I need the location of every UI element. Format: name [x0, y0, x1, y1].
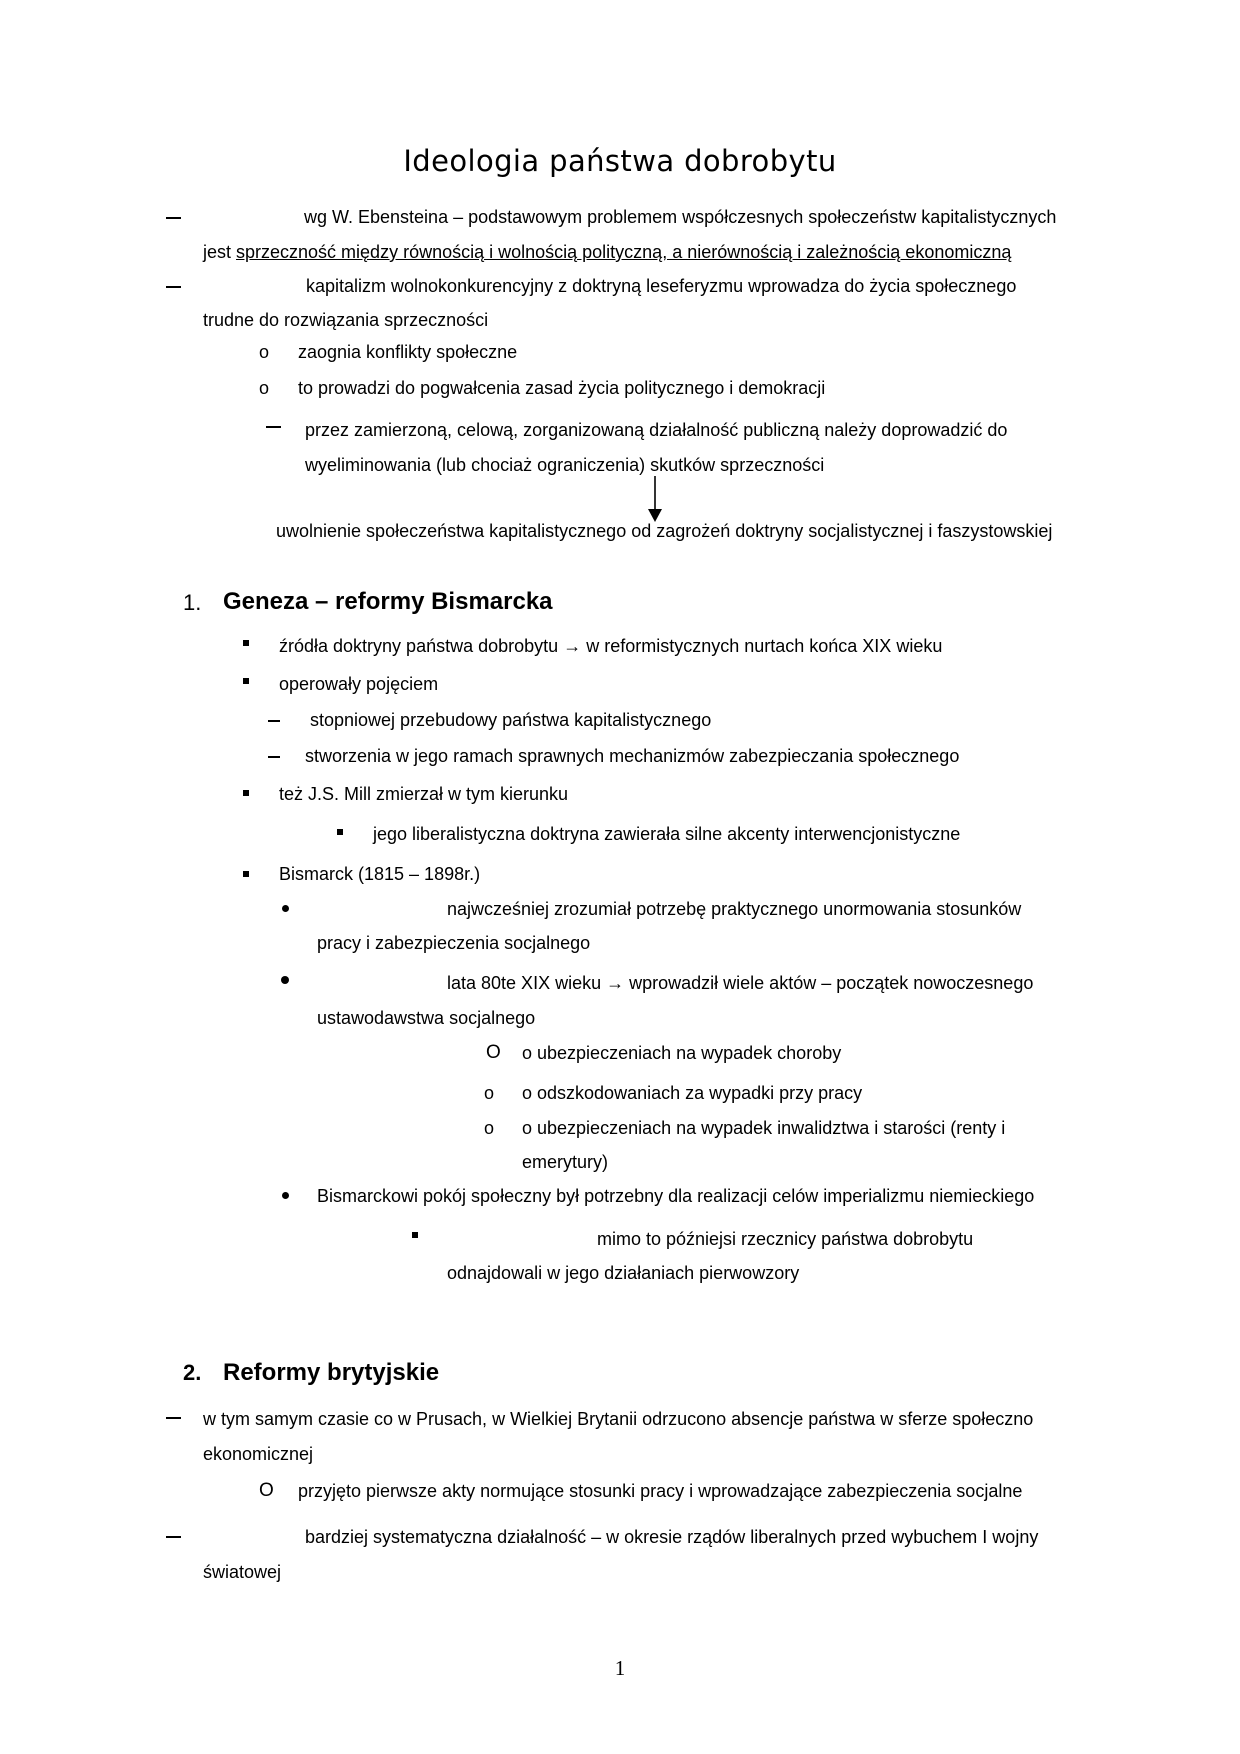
intro-line-2 — [203, 241, 1011, 263]
page-number: 1 — [614, 1656, 626, 1680]
section-1-number: 1. — [183, 590, 202, 615]
document-title: Ideologia państwa dobrobytu — [403, 144, 837, 178]
o-bullet: o — [484, 1118, 495, 1138]
round-bullet — [282, 905, 289, 912]
s1-bullet-4c-a-line-1: mimo to późniejsi rzecznicy państwa dobrobytu — [597, 1229, 974, 1249]
square-bullet — [412, 1232, 418, 1238]
o-bullet: o — [484, 1083, 495, 1103]
intro-line-2-pre: jest — [203, 242, 237, 262]
s1-bullet-4a-line-1: najwcześniej zrozumiał potrzebę praktycznego unormowania stosunków — [447, 899, 1022, 919]
round-bullet — [282, 1192, 289, 1199]
square-bullet — [243, 640, 249, 646]
O-bullet: O — [259, 1480, 274, 1501]
s1-bullet-1-text: źródła doktryny państwa dobrobytu — [279, 636, 559, 656]
intro-line-6: wyeliminowania (lub chociaż ograniczenia) skutków sprzeczności — [305, 455, 825, 475]
s1-bullet-4c: Bismarckowi pokój społeczny był potrzebny dla realizacji celów imperializmu niemieckiego — [317, 1186, 1035, 1206]
s2-para-1-line-2: ekonomicznej — [203, 1444, 314, 1464]
s2-para-1-line-1: w tym samym czasie co w Prusach, w Wielkiej Brytanii odrzucono absencje państwa w sferze społeczno — [203, 1409, 1034, 1429]
s1-bullet-4c-a-line-2: odnajdowali w jego działaniach pierwowzory — [447, 1263, 800, 1283]
round-bullet — [281, 976, 289, 984]
o-bullet: o — [259, 378, 270, 398]
square-bullet — [243, 871, 249, 877]
dash-bullet — [268, 756, 280, 758]
s1-bullet-4a-line-2: pracy i zabezpieczenia socjalnego — [317, 933, 591, 953]
dash-bullet — [266, 426, 281, 428]
s1-act-3-line-2: emerytury) — [522, 1152, 609, 1172]
s1-act-1: o ubezpieczeniach na wypadek choroby — [522, 1043, 842, 1063]
O-bullet: O — [486, 1042, 501, 1063]
intro-line-5: przez zamierzoną, celową, zorganizowaną działalność publiczną należy doprowadzić do — [305, 420, 1008, 440]
dash-bullet — [166, 217, 181, 219]
intro-line-4: trudne do rozwiązania sprzeczności — [203, 310, 489, 330]
dash-bullet — [166, 286, 181, 288]
s1-bullet-3a: jego liberalistyczna doktryna zawierała silne akcenty interwencjonistyczne — [373, 824, 961, 844]
s1-bullet-2b: stworzenia w jego ramach sprawnych mechanizmów zabezpieczania społecznego — [305, 746, 960, 766]
s2-para-2-line-1: bardziej systematyczna działalność – w okresie rządów liberalnych przed wybuchem I wojny — [305, 1527, 1039, 1547]
s1-bullet-4b-line-2: ustawodawstwa socjalnego — [317, 1008, 536, 1028]
down-arrow-icon — [645, 476, 665, 522]
dash-bullet — [166, 1417, 181, 1419]
intro-line-3: kapitalizm wolnokonkurencyjny z doktryną leseferyzmu wprowadza do życia społecznego — [306, 276, 1017, 296]
s1-bullet-4: Bismarck (1815 – 1898r.) — [279, 864, 481, 884]
section-1-heading: Geneza – reformy Bismarcka — [223, 588, 553, 615]
square-bullet — [243, 678, 249, 684]
square-bullet — [337, 829, 343, 835]
s1-bullet-4b-text: wprowadził wiele aktów – początek nowoczesnego — [629, 973, 1034, 993]
dash-bullet — [166, 1536, 181, 1538]
intro-result: uwolnienie społeczeństwa kapitalistycznego od zagrożeń doktryny socjalistycznej i faszystowskiej — [276, 521, 1053, 541]
section-2-heading: Reformy brytyjskie — [223, 1359, 440, 1386]
s1-act-3-line-1: o ubezpieczeniach na wypadek inwalidztwa i starości (renty i — [522, 1118, 1006, 1138]
s2-para-1a: przyjęto pierwsze akty normujące stosunki pracy i wprowadzające zabezpieczenia socjalne — [298, 1481, 1023, 1501]
square-bullet — [243, 790, 249, 796]
s1-act-2: o odszkodowaniach za wypadki przy pracy — [522, 1083, 863, 1103]
s1-bullet-2a: stopniowej przebudowy państwa kapitalistycznego — [310, 710, 712, 730]
o-bullet: o — [259, 342, 270, 362]
s1-bullet-1 — [279, 635, 942, 657]
s1-bullet-4b-years: lata 80te XIX wieku — [447, 973, 602, 993]
intro-sub-2: to prowadzi do pogwałcenia zasad życia politycznego i demokracji — [298, 378, 826, 398]
s1-bullet-2: operowały pojęciem — [279, 674, 439, 694]
s1-bullet-1-rest: w reformistycznych nurtach końca XIX wieku — [586, 636, 943, 656]
right-arrow-icon: → — [563, 636, 582, 656]
dash-bullet — [268, 720, 280, 722]
section-2-number: 2. — [183, 1360, 202, 1385]
s1-bullet-3: też J.S. Mill zmierzał w tym kierunku — [279, 784, 569, 804]
intro-line-1: wg W. Ebensteina – podstawowym problemem współczesnych społeczeństw kapitalistycznych — [304, 207, 1057, 227]
intro-sub-1: zaognia konflikty społeczne — [298, 342, 518, 362]
intro-underlined-text: sprzeczność między równością i wolnością polityczną, a nierównością i zależnością ekonomiczną — [236, 242, 1012, 262]
right-arrow-icon: → — [606, 973, 625, 993]
s2-para-2-line-2: światowej — [203, 1562, 282, 1582]
s1-bullet-4b-line-1 — [447, 972, 1033, 994]
